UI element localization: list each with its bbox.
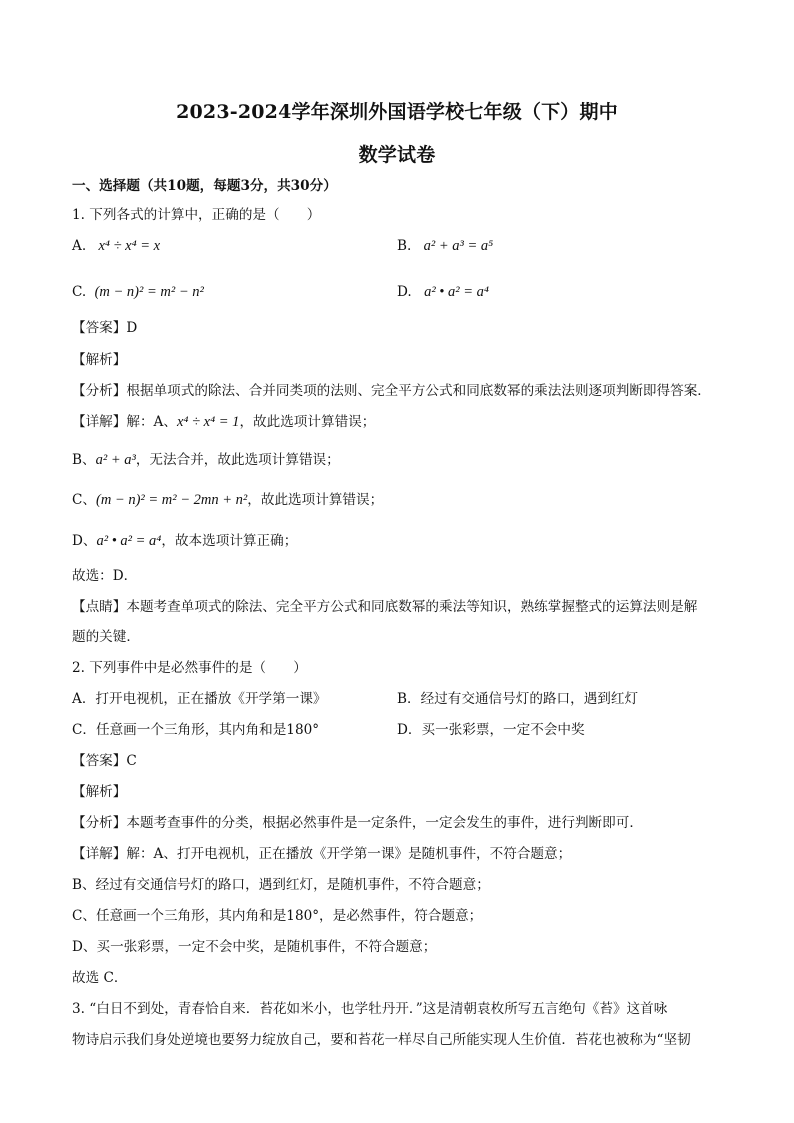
fenxi-tag: 【分析】	[72, 383, 127, 399]
fenxi-text: 根据单项式的除法、合并同类项的法则、完全平方公式和同底数幂的乘法法则逐项判断即得答案．	[126, 383, 711, 399]
q2-conclusion: 故选 C．	[72, 970, 128, 986]
option-label: D.	[397, 284, 412, 300]
q1-xiangjie-d	[72, 531, 297, 551]
fenxi-tag: 【分析】	[72, 815, 127, 831]
question-1-stem: 1. 下列各式的计算中，正确的是（ ）	[72, 207, 321, 223]
math-expression: (m − n)² = m² − 2mn + n²	[96, 492, 248, 508]
q1-answer	[72, 318, 137, 338]
math-expression: a² + a³	[95, 452, 136, 468]
q2-xiangjie-d: D、买一张彩票，一定不会中奖，是随机事件，不符合题意；	[72, 939, 437, 955]
xiangjie-tag: 【详解】	[72, 414, 127, 430]
q1-option-d	[397, 282, 489, 302]
answer-value: D	[126, 320, 138, 336]
question-3-line2: 物诗启示我们身处逆境也要努力绽放自己，要和苔花一样尽自己所能实现人生价值．苔花也被称为“坚韧	[72, 1032, 691, 1048]
detail-text: 解：A、打开电视机，正在播放《开学第一课》是随机事件，不符合题意；	[126, 846, 572, 862]
detail-prefix: C、	[72, 492, 96, 508]
page-subtitle: 数学试卷	[358, 144, 436, 166]
detail-suffix: ，故本选项计算正确；	[161, 533, 298, 549]
math-expression: x⁴ ÷ x⁴ = x	[98, 238, 161, 254]
q2-xiangjie-b: B、经过有交通信号灯的路口，遇到红灯，是随机事件，不符合题意；	[72, 877, 490, 893]
q2-option-b: B．经过有交通信号灯的路口，遇到红灯	[397, 691, 639, 707]
math-expression: (m − n)² = m² − n²	[94, 284, 204, 300]
fenxi-text: 本题考查事件的分类，根据必然事件是一定条件，一定会发生的事件，进行判断即可．	[126, 815, 643, 831]
detail-suffix: ，故此选项计算错误；	[239, 414, 376, 430]
xiangjie-tag: 【详解】	[72, 846, 127, 862]
q2-option-d: D．买一张彩票，一定不会中奖	[397, 722, 585, 738]
q1-conclusion: 故选：D．	[72, 568, 138, 584]
detail-prefix: 解：A、	[126, 414, 177, 430]
q1-xiangjie-c	[72, 490, 383, 510]
option-label: B.	[397, 238, 412, 254]
q1-fenxi	[72, 381, 711, 401]
detail-suffix: ，无法合并，故此选项计算错误；	[135, 452, 340, 468]
q2-option-c: C．任意画一个三角形，其内角和是180°	[72, 722, 320, 738]
q2-option-a: A．打开电视机，正在播放《开学第一课》	[72, 691, 327, 707]
q1-option-b	[397, 236, 493, 256]
detail-prefix: D、	[72, 533, 97, 549]
q1-option-c	[72, 282, 204, 302]
math-expression: a² + a³ = a⁵	[423, 238, 494, 254]
option-label: A.	[72, 238, 87, 254]
page-title: 2023-2024学年深圳外国语学校七年级（下）期中	[176, 101, 618, 123]
answer-tag: 【答案】	[72, 753, 127, 769]
detail-suffix: ，故此选项计算错误；	[247, 492, 384, 508]
math-expression: a² • a² = a⁴	[424, 284, 489, 300]
q2-xiangjie-a	[72, 844, 571, 864]
dianjing-text: 本题考查单项式的除法、完全平方公式和同底数幂的乘法等知识，熟练掌握整式的运算法则是解	[126, 599, 698, 615]
answer-value: C	[126, 753, 137, 769]
dianjing-tag: 【点睛】	[72, 599, 127, 615]
option-label: C.	[72, 284, 87, 300]
q2-jiexi: 【解析】	[72, 784, 127, 800]
section-heading: 一、选择题（共10题，每题3分，共30分）	[72, 178, 337, 194]
question-2-stem: 2. 下列事件中是必然事件的是（ ）	[72, 660, 307, 676]
q1-xiangjie-b	[72, 450, 340, 470]
q1-xiangjie-a	[72, 412, 375, 432]
q2-answer	[72, 751, 137, 771]
answer-tag: 【答案】	[72, 320, 127, 336]
q1-dianjing-line1	[72, 597, 697, 617]
detail-prefix: B、	[72, 452, 96, 468]
q1-dianjing-line2: 题的关键．	[72, 629, 140, 645]
q1-option-a	[72, 236, 160, 256]
q1-jiexi: 【解析】	[72, 352, 127, 368]
q2-xiangjie-c: C、任意画一个三角形，其内角和是180°，是必然事件，符合题意；	[72, 908, 483, 924]
math-expression: x⁴ ÷ x⁴ = 1	[176, 414, 240, 430]
q2-fenxi	[72, 813, 643, 833]
math-expression: a² • a² = a⁴	[96, 533, 162, 549]
question-3-line1: 3. “白日不到处，青春恰自来．苔花如米小，也学牡丹开．”这是清朝袁枚所写五言绝句《苔》这首咏	[72, 1001, 668, 1017]
